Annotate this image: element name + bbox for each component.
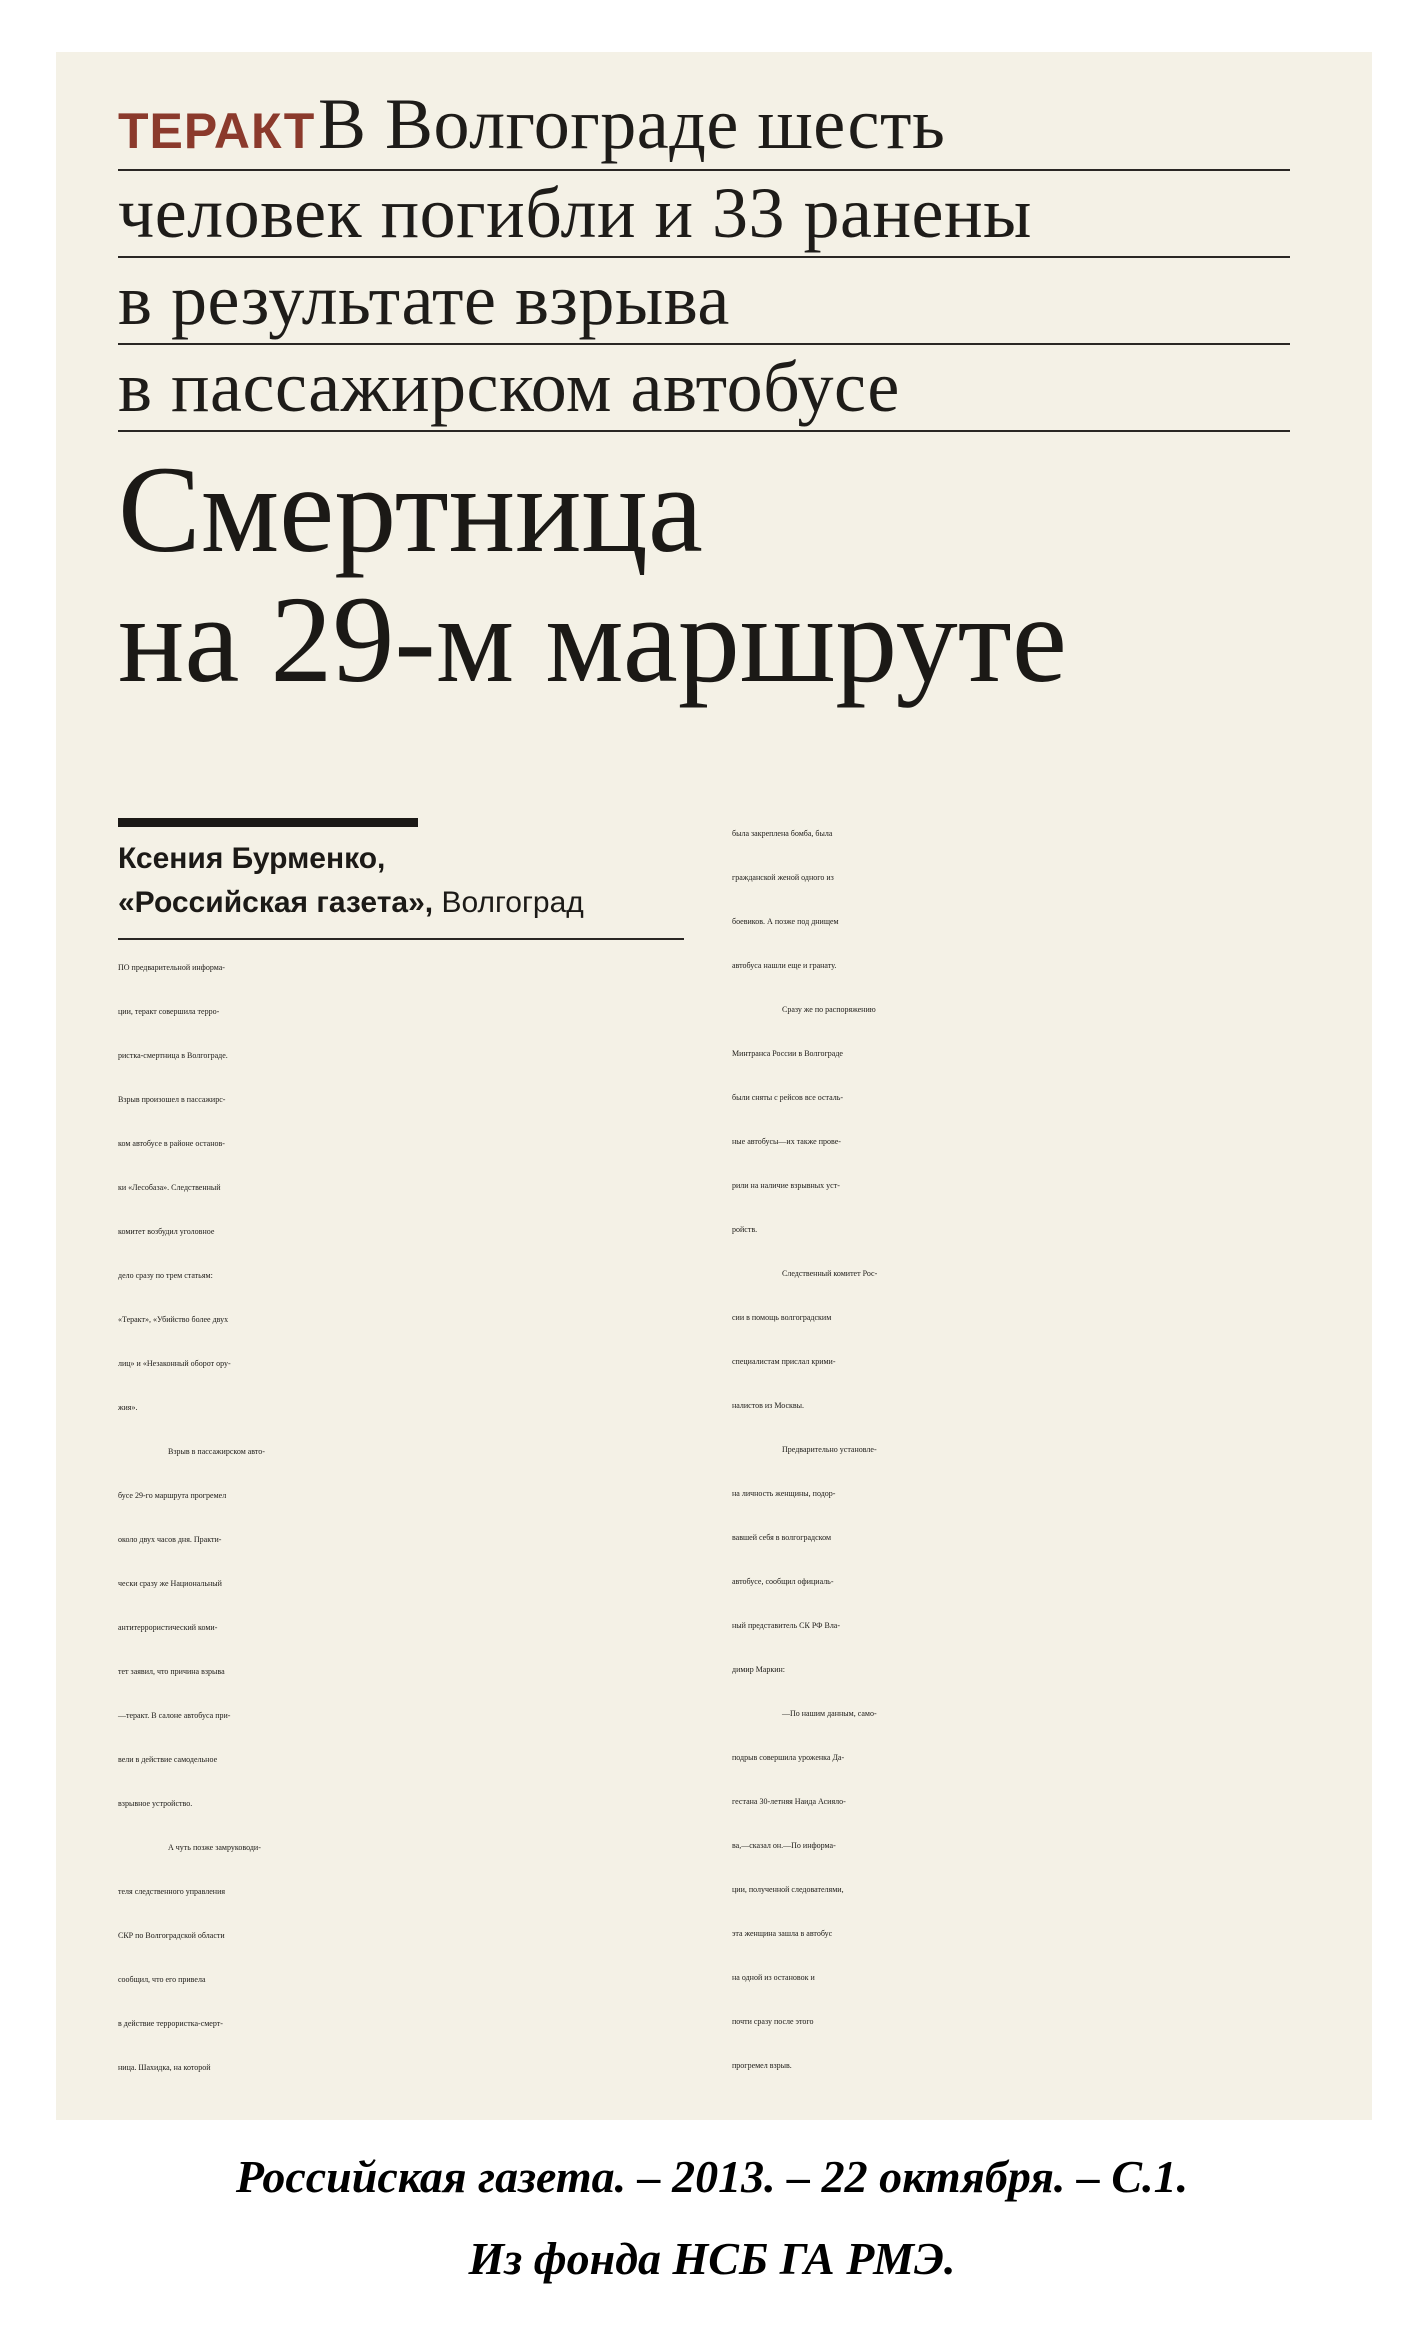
text-line: ком автобусе в районе останов- — [118, 1139, 225, 1148]
headline-line-4: в пассажирском автобусе — [118, 347, 900, 427]
text-line: ристка-смертница в Волгограде. — [118, 1051, 228, 1060]
text-line: «Теракт», «Убийство более двух — [118, 1315, 229, 1324]
archive-caption: Из фонда НСБ ГА РМЭ. — [468, 2233, 956, 2284]
text-line: Взрыв произошел в пассажирс- — [118, 1095, 226, 1104]
rubric-label: ТЕРАКТ — [118, 103, 316, 159]
text-line: автобуса нашли еще и гранату. — [732, 961, 837, 970]
text-line: гражданской женой одного из — [732, 873, 834, 882]
title-line-2: на 29-м маршруте — [118, 571, 1067, 708]
text-line: ва,—сказал он.—По информа- — [732, 1841, 836, 1850]
title-line-1: Смертница — [118, 441, 703, 578]
text-line: ПО предварительной информа- — [118, 963, 225, 972]
text-line: тет заявил, что причина взрыва — [118, 1667, 225, 1676]
text-line: антитеррористический коми- — [118, 1623, 218, 1632]
text-line: эта женщина зашла в автобус — [732, 1929, 833, 1938]
text-line: чески сразу же Национальный — [118, 1579, 222, 1588]
text-line: взрывное устройство. — [118, 1799, 193, 1808]
citation-caption: Российская газета. – 2013. – 22 октября. – С.1. — [235, 2151, 1189, 2202]
text-line: лиц» и «Незаконный оборот ору- — [118, 1359, 231, 1368]
text-line: ции, полученной следователями, — [732, 1885, 844, 1894]
headline-line-2: человек погибли и 33 ранены — [118, 173, 1032, 253]
text-line: Минтранса России в Волгограде — [732, 1049, 843, 1058]
article-column-1 — [118, 946, 698, 2090]
text-line: ки «Лесобаза». Следственный — [118, 1183, 221, 1192]
text-line: прогремел взрыв. — [732, 2061, 792, 2070]
headline-rule — [118, 169, 1290, 171]
byline-source — [118, 886, 584, 920]
text-line: ные автобусы—их также прове- — [732, 1137, 841, 1146]
text-line: Сразу же по распоряжению — [782, 1005, 876, 1014]
text-line: Следственный комитет Рос- — [782, 1269, 878, 1278]
text-line: в действие террористка-смерт- — [118, 2019, 223, 2028]
byline-city: Волгоград — [441, 886, 584, 919]
text-line: —теракт. В салоне автобуса при- — [118, 1711, 231, 1720]
text-line: на личность женщины, подор- — [732, 1489, 836, 1498]
text-line: гестана 30-летняя Наида Асияло- — [732, 1797, 846, 1806]
text-line: Взрыв в пассажирском авто- — [168, 1447, 265, 1456]
text-line: дело сразу по трем статьям: — [118, 1271, 213, 1280]
text-line: СКР по Волгоградской области — [118, 1931, 225, 1940]
text-line: около двух часов дня. Практи- — [118, 1535, 222, 1544]
article-column-2 — [732, 812, 1322, 2088]
headline-rule — [118, 343, 1290, 345]
text-line: ный представитель СК РФ Вла- — [732, 1621, 841, 1630]
byline-rule — [118, 938, 684, 940]
headline-line-3: в результате взрыва — [118, 260, 730, 340]
text-line: жия». — [118, 1403, 138, 1412]
text-line: почти сразу после этого — [732, 2017, 814, 2026]
text-line: —По нашим данным, само- — [782, 1709, 877, 1718]
text-line: ница. Шахидка, на которой — [118, 2063, 211, 2072]
text-line: были сняты с рейсов все осталь- — [732, 1093, 844, 1102]
text-line: рили на наличие взрывных уст- — [732, 1181, 840, 1190]
headline-rule — [118, 430, 1290, 432]
text-line: сообщил, что его привела — [118, 1975, 206, 1984]
text-line: ройств. — [732, 1225, 758, 1234]
newspaper-name: «Российская газета», — [118, 886, 434, 919]
text-line: вели в действие самодельное — [118, 1755, 218, 1764]
text-line: ции, теракт совершила терро- — [118, 1007, 220, 1016]
author-name: Ксения Бурменко, — [118, 842, 386, 875]
text-line: автобусе, сообщил официаль- — [732, 1577, 834, 1586]
text-line: теля следственного управления — [118, 1887, 226, 1896]
text-line: вавшей себя в волгоградском — [732, 1533, 832, 1542]
text-line: сии в помощь волгоградским — [732, 1313, 832, 1322]
text-line: налистов из Москвы. — [732, 1401, 805, 1410]
text-line: Предварительно установле- — [782, 1445, 877, 1454]
text-line: комитет возбудил уголовное — [118, 1227, 215, 1236]
byline-bar — [118, 818, 418, 827]
text-line: А чуть позже замруководи- — [168, 1843, 261, 1852]
headline-rule — [118, 256, 1290, 258]
headline-line-1: В Волгограде шесть — [318, 84, 946, 164]
text-line: специалистам прислал крими- — [732, 1357, 836, 1366]
text-line: бусе 29-го маршрута прогремел — [118, 1491, 227, 1500]
text-line: подрыв совершила уроженка Да- — [732, 1753, 845, 1762]
text-line: боевиков. А позже под днищем — [732, 917, 839, 926]
text-line: димир Маркин: — [732, 1665, 786, 1674]
text-line: на одной из остановок и — [732, 1973, 815, 1982]
text-line: была закреплена бомба, была — [732, 829, 833, 838]
